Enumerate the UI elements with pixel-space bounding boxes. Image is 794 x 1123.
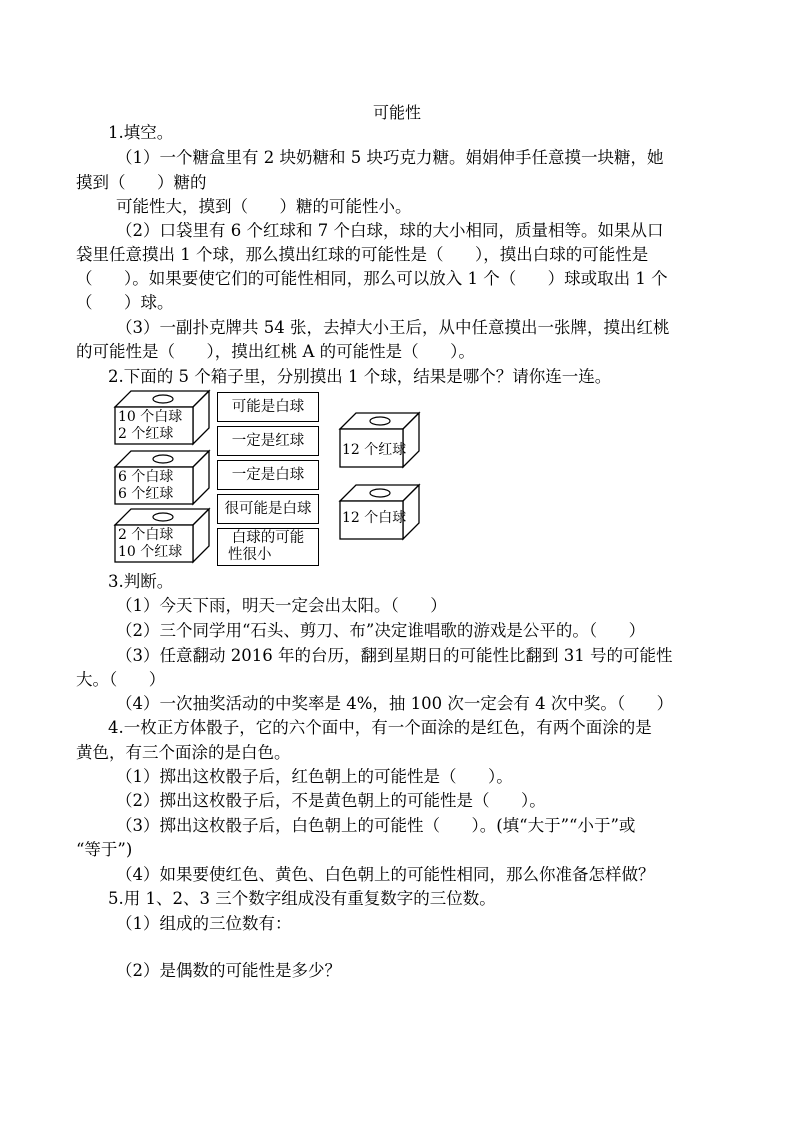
option-card-3[interactable] — [217, 460, 319, 490]
ball-box-5[interactable] — [340, 484, 420, 540]
q4-item-1: （1）掷出这枚骰子后，红色朝上的可能性是（ ）。 — [116, 767, 513, 786]
q3-item-3-line1: （3）任意翻动 2016 年的台历，翻到星期日的可能性比翻到 31 号的可能性 — [116, 646, 673, 665]
ball-box-3[interactable] — [115, 508, 210, 563]
q3-item-2: （2）三个同学用“石头、剪刀、布”决定谁唱歌的游戏是公平的。（ ） — [116, 621, 646, 640]
ball-box-1[interactable] — [115, 390, 210, 445]
q1-p1-line2: 摸到（ ）糖的 — [76, 173, 207, 192]
option-card-3-label: 一定是白球 — [231, 466, 305, 483]
box-outline-icon — [340, 412, 420, 468]
option-card-2-label: 一定是红球 — [231, 432, 305, 449]
q1-p2-line2: 袋里任意摸出 1 个球，那么摸出红球的可能性是（ ），摸出白球的可能性是 — [76, 245, 649, 264]
option-card-2[interactable] — [217, 426, 319, 456]
q1-p2-line3: （ ）。如果要使它们的可能性相同，那么可以放入 1 个（ ）球或取出 1 个 — [76, 269, 668, 288]
q1-p2-line1: （2）口袋里有 6 个红球和 7 个白球，球的大小相同，质量相等。如果从口 — [116, 221, 664, 240]
box-3-line2: 10 个红球 — [118, 544, 183, 560]
q1-p2-line4: （ ）球。 — [76, 293, 174, 312]
box-2-line2: 6 个红球 — [118, 486, 174, 502]
q4-item-3-line1: （3）掷出这枚骰子后，白色朝上的可能性（ ）。(填“大于”“小于”或 — [116, 816, 636, 835]
option-card-4-label: 很可能是白球 — [224, 500, 312, 517]
q1-p1-line3: 可能性大，摸到（ ）糖的可能性小。 — [116, 197, 412, 216]
q3-item-3-line2: 大。（ ） — [76, 670, 166, 689]
q1-heading: 1.填空。 — [108, 123, 174, 142]
q1-p3-line2: 的可能性是（ ），摸出红桃 A 的可能性是（ ）。 — [76, 342, 475, 361]
option-card-5[interactable] — [217, 528, 319, 566]
ball-box-2[interactable] — [115, 450, 210, 505]
box-1-line1: 10 个白球 — [118, 409, 183, 425]
q3-heading: 3.判断。 — [108, 572, 174, 591]
q4-item-2: （2）掷出这枚骰子后，不是黄色朝上的可能性是（ ）。 — [116, 791, 546, 810]
q4-item-3-line2: “等于”) — [76, 840, 133, 859]
box-4-label: 12 个红球 — [342, 442, 407, 458]
q5-item-1: （1）组成的三位数有： — [116, 914, 292, 933]
option-card-1-label: 可能是白球 — [231, 398, 305, 415]
box-3-line1: 2 个白球 — [118, 527, 174, 543]
box-2-line1: 6 个白球 — [118, 469, 174, 485]
q3-item-4: （4）一次抽奖活动的中奖率是 4%，抽 100 次一定会有 4 次中奖。（ ） — [116, 694, 674, 713]
box-1-line2: 2 个红球 — [118, 426, 174, 442]
option-card-5-line2: 性很小 — [228, 547, 272, 563]
page-title: 可能性 — [372, 103, 421, 122]
q4-line2: 黄色，有三个面涂的是白色。 — [76, 743, 291, 762]
q4-line1: 4.一枚正方体骰子，它的六个面中，有一个面涂的是红色，有两个面涂的是 — [108, 718, 652, 737]
ball-box-4[interactable] — [340, 412, 420, 468]
option-card-4[interactable] — [217, 494, 319, 524]
option-card-1[interactable] — [217, 392, 319, 422]
q1-p3-line1: （3）一副扑克牌共 54 张，去掉大小王后，从中任意摸出一张牌，摸出红桃 — [116, 318, 670, 337]
q5-heading: 5.用 1、2、3 三个数字组成没有重复数字的三位数。 — [108, 889, 496, 908]
q3-item-1: （1）今天下雨，明天一定会出太阳。（ ） — [116, 596, 447, 615]
q5-item-2: （2）是偶数的可能性是多少？ — [116, 961, 341, 980]
box-5-label: 12 个白球 — [342, 510, 407, 526]
q2-heading: 2.下面的 5 个箱子里，分别摸出 1 个球，结果是哪个？请你连一连。 — [108, 367, 612, 386]
option-card-5-line1: 白球的可能 — [231, 530, 305, 546]
q1-p1-line1: （1）一个糖盒里有 2 块奶糖和 5 块巧克力糖。娟娟伸手任意摸一块糖，她 — [116, 148, 664, 167]
q4-item-4: （4）如果要使红色、黄色、白色朝上的可能性相同，那么你准备怎样做？ — [116, 865, 655, 884]
